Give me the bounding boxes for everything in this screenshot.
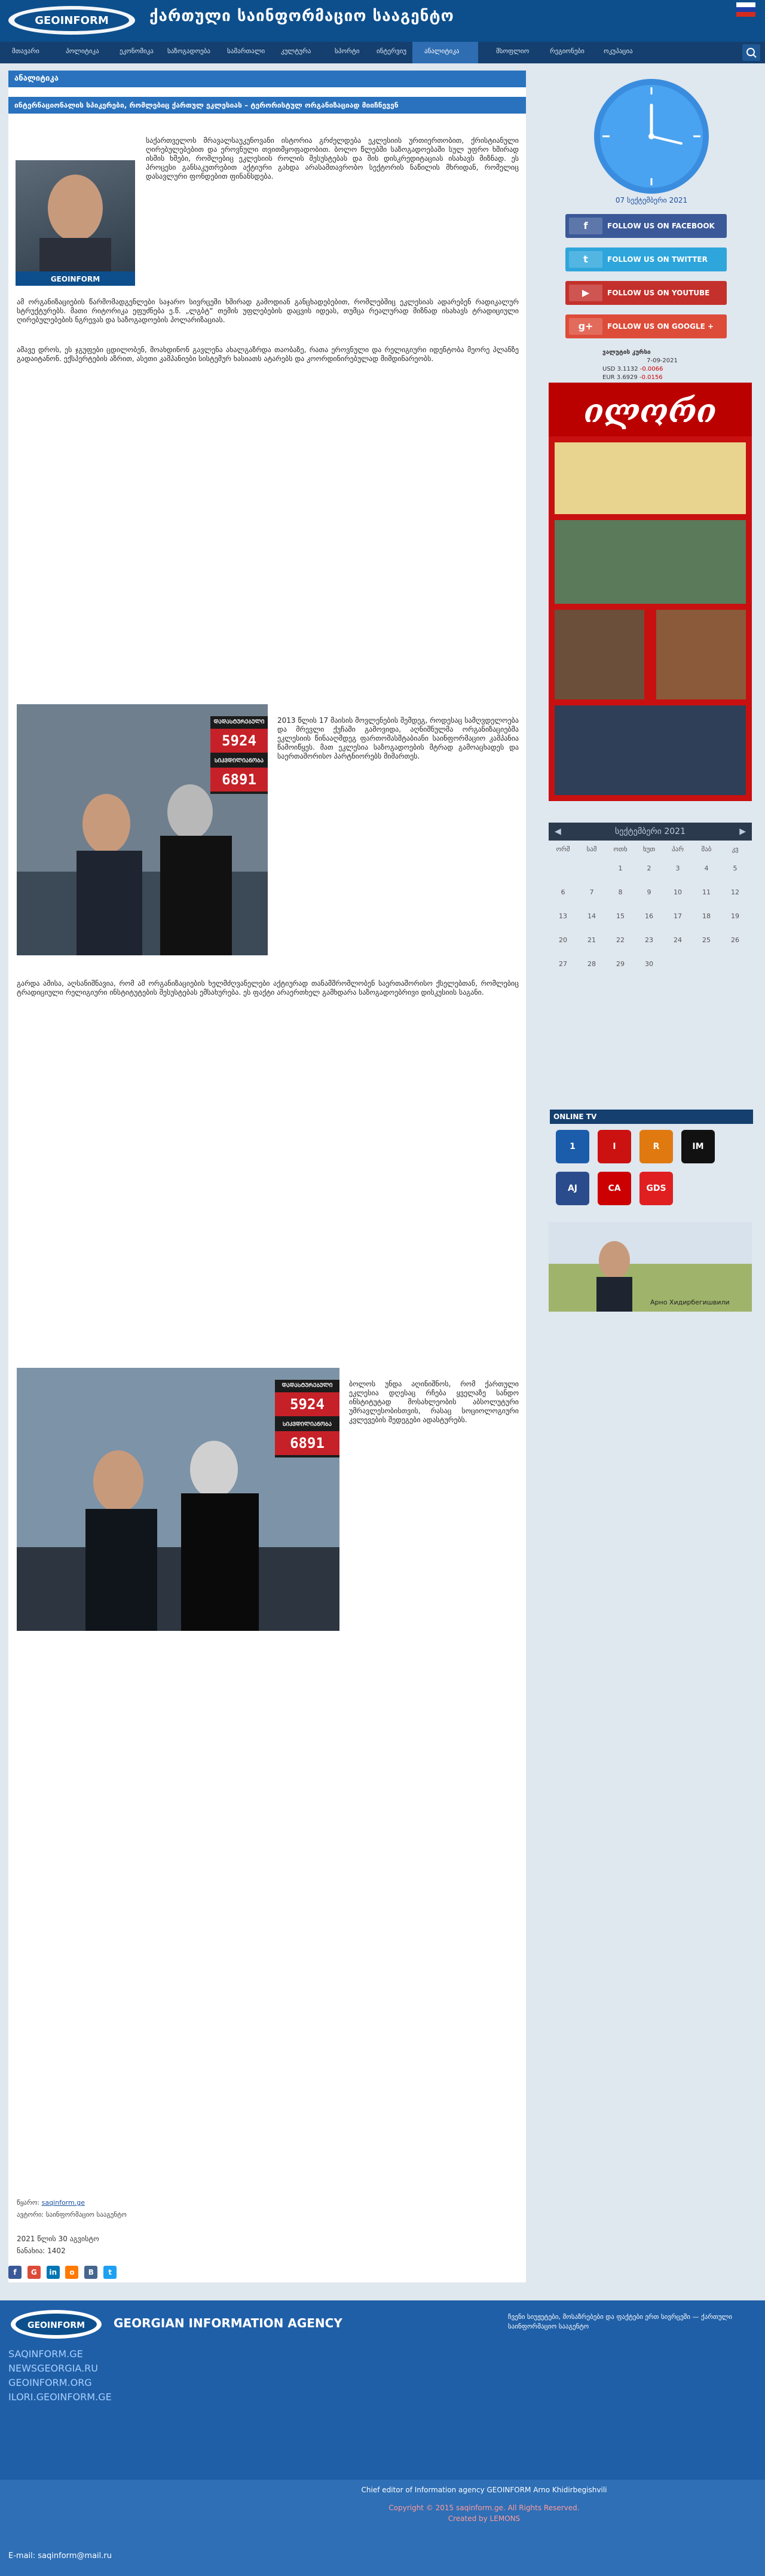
follow-facebook-button[interactable] xyxy=(565,214,727,238)
fx-row xyxy=(602,374,722,383)
article-paragraph: ამ ორგანიზაციების წარმომადგენლები საჯარო სივრცეში ხშირად გამოდიან განცხადებებით, რომლებშიც ეკლესიას ადარებენ რადიკალურ სტრუქტურებს. მათი რიტორიკა ეფუძნება ე.წ. „ლგბტ“ თემის უფლებების დაცვის იდეას, თუმცა რეალურად მიზნად ისახავს ტრადიციული ღირებულებების ნგრევას და საზოგადოების პოლარიზაციას. xyxy=(17,298,519,324)
linkedin-share-icon[interactable]: in xyxy=(47,2266,60,2279)
nav-item[interactable]: ანალიტიკა xyxy=(424,47,460,55)
calendar-day[interactable]: 20 xyxy=(559,936,567,944)
stat-value: 6891 xyxy=(275,1431,339,1455)
calendar-day[interactable]: 17 xyxy=(674,912,682,920)
svg-text:GEOINFORM: GEOINFORM xyxy=(50,275,100,283)
footer-bottom xyxy=(0,2480,765,2576)
article-paragraph: 2013 წლის 17 მაისის მოვლენების შემდეგ, როდესაც სამღვდელოება და მრევლი ქუჩაში გამოვიდა, აღნიშნულმა ორგანიზაციებმა ეკლესიის წინააღმდეგ ფართომასშტაბიანი საინფორმაციო კამპანია წამოიწყეს. მათ ეკლესია საზოგადოების მტრად გამოაცხადეს და საერთაშორისო პარტნიორებს მიმართეს. xyxy=(277,716,519,760)
calendar-day[interactable]: 7 xyxy=(589,888,594,896)
site-title: ქართული საინფორმაციო სააგენტო xyxy=(149,7,454,25)
svg-text:GEOINFORM: GEOINFORM xyxy=(35,14,109,27)
footer-link[interactable]: SAQINFORM.GE xyxy=(8,2348,83,2360)
article-paragraph: საქართველოს მრავალსაუკუნოვანი ისტორია გრძელდება ეკლესიის ურთიერთობით, ქრისტიანული ღირებულებებით და ეროვნული თვითმყოფადობით. ბოლო წლებში საზოგადოებაში სულ უფრო ხშირად ისმის ხმები, რომლებიც ეკლესიის როლის შესუსტებას და მის დისკრედიტაციას ისახავს მიზნად. ეს პროცესი განსაკუთრებით აქტიური გახდა არასამთავრობო სექტორის ნაწილის მხრიდან, რომელიც დასავლური ფონდებით ფინანსდება. xyxy=(146,136,519,181)
article-column xyxy=(8,71,526,2282)
stat-value: 5924 xyxy=(210,729,268,753)
twitter-share-icon[interactable]: t xyxy=(103,2266,117,2279)
author-label: ავტორი: xyxy=(17,2211,44,2219)
footer-brand: GEORGIAN INFORMATION AGENCY xyxy=(114,2316,342,2330)
follow-google-label: FOLLOW US ON GOOGLE + xyxy=(607,322,714,331)
calendar-prev-icon[interactable]: ◀ xyxy=(555,827,561,836)
calendar-day[interactable]: 16 xyxy=(645,912,653,920)
tv-channel-logo[interactable]: R xyxy=(639,1130,673,1163)
stat-value: 6891 xyxy=(210,768,268,792)
calendar-weekday: ორშ xyxy=(556,845,570,853)
nav-item[interactable]: ინტერვიუ xyxy=(377,47,407,55)
author-banner[interactable] xyxy=(549,1222,752,1312)
analog-clock xyxy=(592,77,711,196)
calendar-day[interactable]: 30 xyxy=(645,960,653,968)
nav-item[interactable]: მსოფლიო xyxy=(496,47,530,55)
calendar-day[interactable]: 5 xyxy=(733,864,738,872)
article-paragraph: ბოლოს უნდა აღინიშნოს, რომ ქართული ეკლესია დღესაც რჩება ყველაზე სანდო ინსტიტუტად მოსახლეობის აბსოლუტური უმრავლესობისთვის, რასაც სოციოლოგიური კვლევების შედეგები ადასტურებს. xyxy=(349,1380,519,1424)
author-line xyxy=(17,2211,127,2219)
calendar-day[interactable]: 1 xyxy=(618,864,623,872)
source-label: წყარო: xyxy=(17,2199,40,2207)
follow-youtube-label: FOLLOW US ON YOUTUBE xyxy=(607,289,710,297)
calendar-weekday: ოთხ xyxy=(613,845,628,853)
tv-channel-logo[interactable]: 1 xyxy=(556,1130,589,1163)
follow-twitter-button[interactable] xyxy=(565,247,727,271)
fx-value: 3.6929 xyxy=(616,374,638,381)
calendar-weekday: შაბ xyxy=(701,845,712,853)
follow-facebook-label: FOLLOW US ON FACEBOOK xyxy=(607,222,715,230)
calendar-weekday: სამ xyxy=(586,845,597,853)
fx-change: -0.0156 xyxy=(639,374,663,381)
footer-slogan: ჩვენი სიუჟეტები, მოსაზრებები და ფაქტები ერთ სივრცეში — ქართული საინფორმაციო სააგენტო xyxy=(508,2313,732,2330)
follow-twitter-label: FOLLOW US ON TWITTER xyxy=(607,255,708,264)
article-headline: ინტერნაციონალის სპიკერები, რომლებიც ქართულ ეკლესიას – ტერორისტულ ორგანიზაციად მიიჩნევენ xyxy=(8,97,526,114)
article-paragraph: გარდა ამისა, აღსანიშნავია, რომ ამ ორგანიზაციების ხელმძღვანელები აქტიურად თანამშრომლობენ საერთაშორისო ქსელებთან, რომლებიც ტრადიციული რელიგიური ინსტიტუტების შესუსტებას ემსახურება. ეს ფაქტი არაერთხელ გამხდარა საზოგადოებრივი დისკუსიის საგანი. xyxy=(17,979,519,997)
facebook-share-icon[interactable]: f xyxy=(8,2266,22,2279)
source-line xyxy=(17,2199,85,2207)
photo-overlay-stats xyxy=(210,716,268,794)
footer-copyright: Copyright © 2015 saqinform.ge. All Rights Reserved. xyxy=(388,2504,580,2512)
calendar-day[interactable]: 11 xyxy=(702,888,711,896)
nav-item[interactable]: ოკუპაცია xyxy=(604,47,633,55)
footer-chief: Chief editor of Information agency GEOINFORM Arno Khidirbegishvili xyxy=(361,2486,607,2494)
share-buttons xyxy=(8,2266,120,2280)
calendar-day[interactable]: 21 xyxy=(587,936,596,944)
calendar-day[interactable]: 15 xyxy=(616,912,625,920)
article-photo-2 xyxy=(17,1368,339,1631)
fx-code: EUR xyxy=(602,374,615,381)
stat-label: ᲓᲐᲓᲐᲡᲢᲣᲠᲔᲑᲣᲚᲘ xyxy=(281,1383,333,1389)
calendar-day[interactable]: 10 xyxy=(674,888,682,896)
search-button[interactable] xyxy=(742,44,760,61)
stat-label: ᲡᲘᲙᲕᲓᲘᲚᲘᲐᲜᲝᲑᲐ xyxy=(214,758,264,764)
nav-item[interactable]: რეგიონები xyxy=(550,47,585,55)
calendar-day[interactable]: 29 xyxy=(616,960,625,968)
nav-item[interactable]: საზოგადოება xyxy=(167,47,210,55)
calendar-next-icon[interactable]: ▶ xyxy=(739,827,746,836)
footer-link[interactable]: GEOINFORM.ORG xyxy=(8,2377,92,2388)
follow-google-button[interactable] xyxy=(565,314,727,338)
article-photo-1 xyxy=(17,704,268,955)
view-count: ნანახია: 1402 xyxy=(17,2247,66,2255)
footer-credit[interactable]: Created by LEMONS xyxy=(448,2514,521,2523)
calendar-weekday: ხუთ xyxy=(642,845,656,853)
calendar-day[interactable]: 13 xyxy=(559,912,567,920)
svg-text:GEOINFORM: GEOINFORM xyxy=(27,2321,85,2330)
russian-flag-icon[interactable] xyxy=(736,2,755,17)
calendar-day[interactable]: 12 xyxy=(731,888,739,896)
footer-email[interactable]: E-mail: saqinform@mail.ru xyxy=(8,2551,112,2560)
nav-item[interactable]: სპორტი xyxy=(335,47,360,55)
source-link[interactable]: saqinform.ge xyxy=(41,2199,85,2207)
calendar-day[interactable]: 22 xyxy=(616,936,625,944)
author-name: საინფორმაციო სააგენტო xyxy=(45,2211,127,2219)
svg-text:ილორი: ილორი xyxy=(584,392,717,430)
fx-change: -0.0066 xyxy=(639,366,663,372)
odnoklassniki-share-icon[interactable]: o xyxy=(65,2266,78,2279)
footer-link[interactable]: ILORI.GEOINFORM.GE xyxy=(8,2391,112,2403)
calendar-title: სექტემბერი 2021 xyxy=(614,827,686,836)
calendar-day[interactable]: 2 xyxy=(647,864,651,872)
publish-date: 2021 წლის 30 აგვისტო xyxy=(17,2235,99,2243)
nav-item[interactable]: მთავარი xyxy=(12,47,39,55)
calendar-weekday: კვ xyxy=(732,845,739,853)
author-caption: Арно Хидирбегишвили xyxy=(650,1298,730,1306)
calendar-day[interactable]: 14 xyxy=(587,912,596,920)
facebook-icon: f xyxy=(569,218,602,234)
calendar-header xyxy=(549,823,752,841)
twitter-icon: t xyxy=(569,251,602,268)
calendar-day[interactable]: 18 xyxy=(702,912,711,920)
nav-item[interactable]: პოლიტიკა xyxy=(66,47,99,55)
stat-value: 5924 xyxy=(275,1392,339,1416)
clock-date: 07 სექტემბერი 2021 xyxy=(615,196,688,204)
calendar-day[interactable]: 4 xyxy=(704,864,709,872)
nav-item[interactable]: კულტურა xyxy=(281,47,311,55)
nav-item[interactable]: სამართალი xyxy=(227,47,265,55)
calendar-day[interactable]: 23 xyxy=(645,936,653,944)
calendar-day[interactable]: 19 xyxy=(731,912,739,920)
fx-row xyxy=(602,366,722,374)
stat-label: ᲡᲘᲙᲕᲓᲘᲚᲘᲐᲜᲝᲑᲐ xyxy=(282,1422,332,1428)
photo-overlay-stats xyxy=(275,1380,339,1457)
calendar-day[interactable]: 8 xyxy=(618,888,623,896)
tv-channel-logo[interactable]: CA xyxy=(598,1172,631,1205)
breadcrumb[interactable]: ანალიტიკა xyxy=(8,71,526,87)
stat-label: ᲓᲐᲓᲐᲡᲢᲣᲠᲔᲑᲣᲚᲘ xyxy=(213,719,265,725)
calendar-day[interactable]: 9 xyxy=(647,888,651,896)
calendar-day[interactable]: 3 xyxy=(675,864,680,872)
footer-link[interactable]: NEWSGEORGIA.RU xyxy=(8,2363,98,2374)
fx-title: ვალუტის კურსი xyxy=(602,349,651,356)
calendar-day[interactable]: 25 xyxy=(702,936,711,944)
fx-value: 3.1132 xyxy=(617,366,638,372)
calendar-day[interactable]: 6 xyxy=(561,888,565,896)
tv-channel-logo[interactable]: GDS xyxy=(639,1172,673,1205)
calendar-weekday: პარ xyxy=(672,845,684,853)
author-photo xyxy=(16,160,135,286)
google-share-icon[interactable]: G xyxy=(27,2266,41,2279)
tv-channel-logo[interactable]: I xyxy=(598,1130,631,1163)
tv-channel-logo[interactable]: AJ xyxy=(556,1172,589,1205)
online-tv-title: ONLINE TV xyxy=(550,1110,753,1124)
calendar-day[interactable]: 24 xyxy=(674,936,682,944)
youtube-icon: ▶ xyxy=(569,285,602,301)
fx-code: USD xyxy=(602,366,616,372)
search-icon xyxy=(742,44,760,61)
ilori-ad-banner[interactable] xyxy=(549,383,752,801)
google-plus-icon: g+ xyxy=(569,318,602,335)
tv-channel-logo[interactable]: IM xyxy=(681,1130,715,1163)
site-logo[interactable] xyxy=(6,4,137,37)
calendar-day[interactable]: 26 xyxy=(731,936,739,944)
follow-youtube-button[interactable] xyxy=(565,281,727,305)
footer xyxy=(0,2300,765,2480)
nav-item[interactable]: ეკონომიკა xyxy=(120,47,154,55)
article-paragraph: ამავე დროს, ეს ჯგუფები ცდილობენ, მოახდინონ გავლენა ახალგაზრდა თაობაზე, რათა ეროვნული და რელიგიური იდენტობა მეორე პლანზე გადაიტანონ. ექსპერტების აზრით, ასეთი კამპანიები სისტემურ ხასიათს ატარებს და კოორდინირებულად მიმდინარეობს. xyxy=(17,346,519,363)
site-header xyxy=(0,0,765,42)
vk-share-icon[interactable]: B xyxy=(84,2266,97,2279)
calendar-day[interactable]: 27 xyxy=(559,960,567,968)
calendar-day[interactable]: 28 xyxy=(587,960,596,968)
fx-date: 7-09-2021 xyxy=(647,357,678,364)
